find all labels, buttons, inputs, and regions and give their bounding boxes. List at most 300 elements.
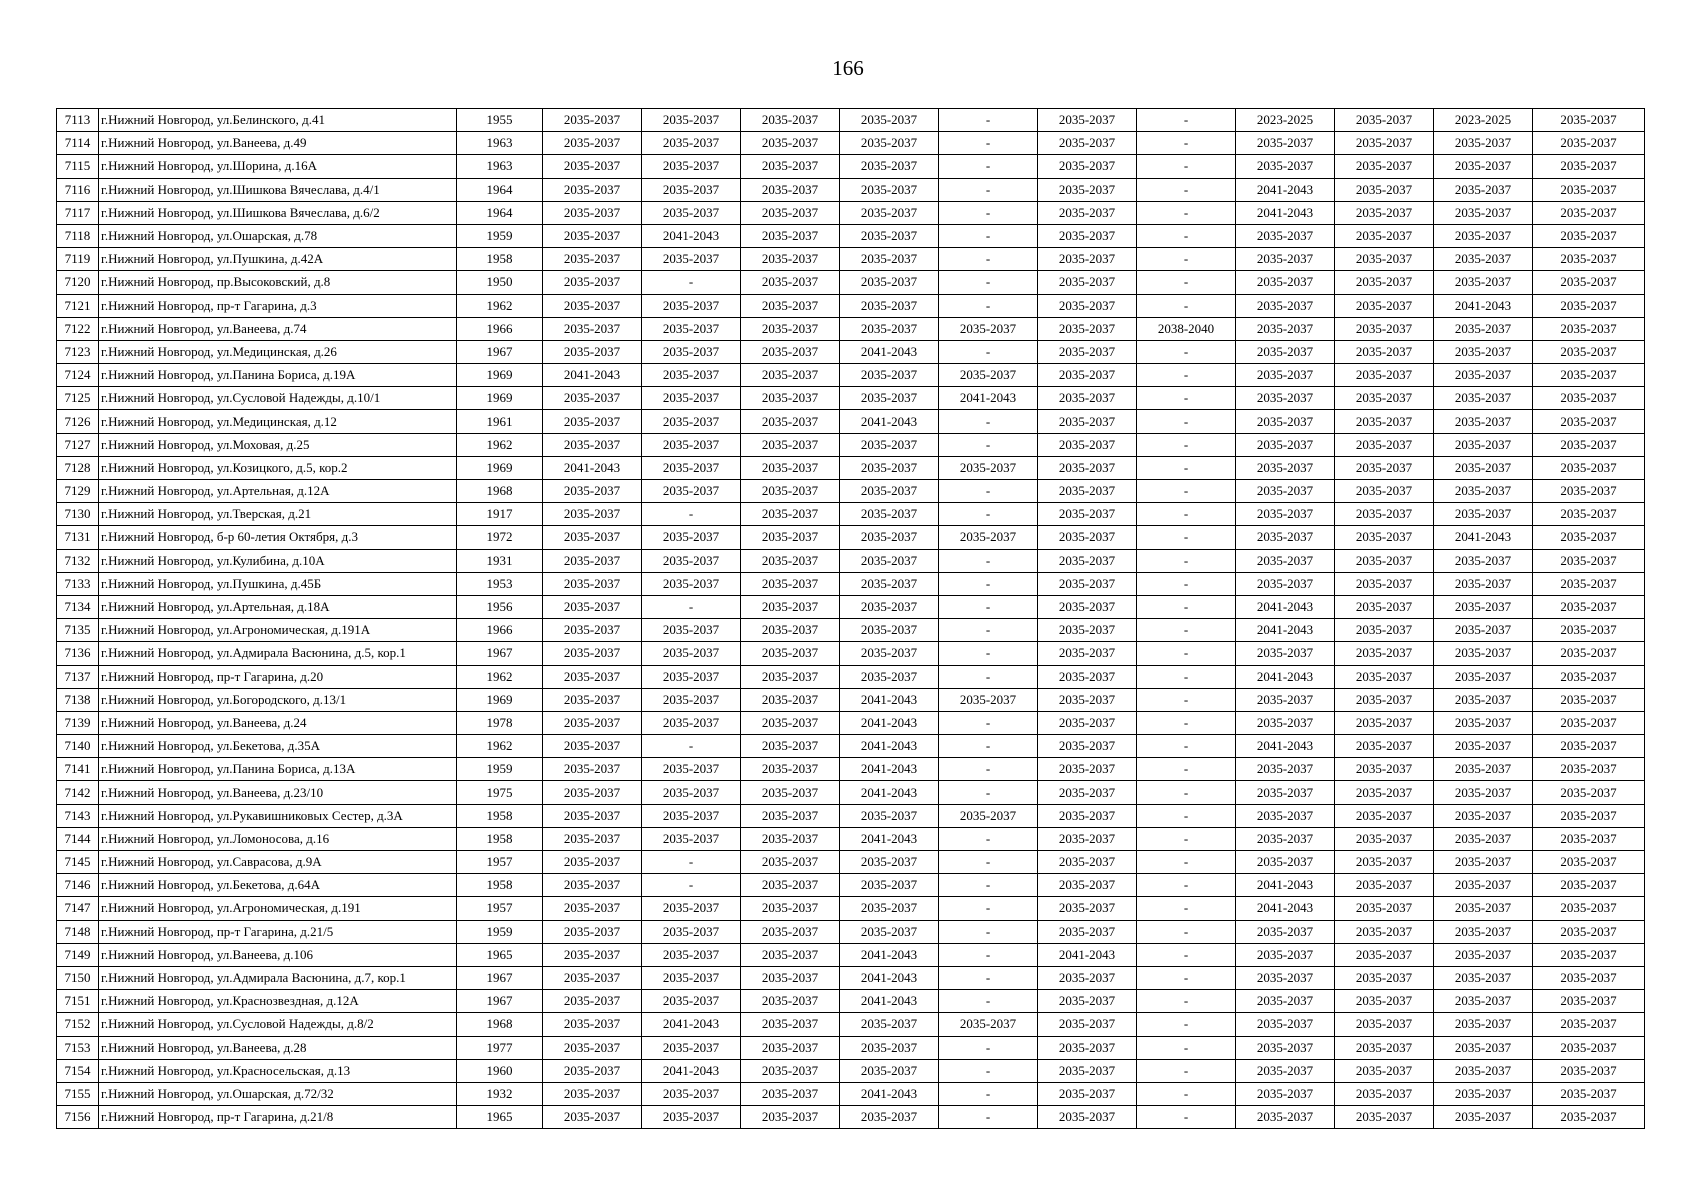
period-cell: 2035-2037 <box>543 642 642 665</box>
period-cell: 2035-2037 <box>1434 178 1533 201</box>
period-cell: 2035-2037 <box>741 178 840 201</box>
period-cell: 2035-2037 <box>1335 711 1434 734</box>
address-cell: г.Нижний Новгород, ул.Ванеева, д.49 <box>99 132 457 155</box>
period-cell: 2035-2037 <box>840 387 939 410</box>
period-cell: - <box>1137 897 1236 920</box>
row-number-cell: 7144 <box>57 827 99 850</box>
period-cell: 2035-2037 <box>1038 387 1137 410</box>
period-cell: 2035-2037 <box>642 642 741 665</box>
period-cell: 2035-2037 <box>642 1036 741 1059</box>
year-cell: 1958 <box>457 874 543 897</box>
period-cell: 2035-2037 <box>543 294 642 317</box>
period-cell: 2035-2037 <box>1533 711 1645 734</box>
period-cell: 2035-2037 <box>642 711 741 734</box>
period-cell: 2035-2037 <box>1236 1082 1335 1105</box>
row-number-cell: 7152 <box>57 1013 99 1036</box>
period-cell: 2035-2037 <box>939 526 1038 549</box>
year-cell: 1960 <box>457 1059 543 1082</box>
period-cell: - <box>939 248 1038 271</box>
period-cell: - <box>939 943 1038 966</box>
period-cell: - <box>1137 224 1236 247</box>
period-cell: - <box>939 1059 1038 1082</box>
address-cell: г.Нижний Новгород, ул.Сусловой Надежды, д.8/2 <box>99 1013 457 1036</box>
period-cell: 2035-2037 <box>1335 433 1434 456</box>
period-cell: 2035-2037 <box>741 387 840 410</box>
period-cell: 2035-2037 <box>642 109 741 132</box>
year-cell: 1969 <box>457 364 543 387</box>
period-cell: 2035-2037 <box>1236 642 1335 665</box>
period-cell: 2035-2037 <box>1236 132 1335 155</box>
period-cell: 2035-2037 <box>543 155 642 178</box>
period-cell: 2035-2037 <box>1038 851 1137 874</box>
period-cell: - <box>1137 735 1236 758</box>
period-cell: 2035-2037 <box>1236 711 1335 734</box>
period-cell: 2035-2037 <box>1533 364 1645 387</box>
row-number-cell: 7131 <box>57 526 99 549</box>
period-cell: 2041-2043 <box>1038 943 1137 966</box>
period-cell: 2035-2037 <box>840 1036 939 1059</box>
schedule-table-container <box>56 108 1645 1129</box>
period-cell: - <box>939 109 1038 132</box>
period-cell: - <box>939 1082 1038 1105</box>
period-cell: 2023-2025 <box>1236 109 1335 132</box>
period-cell: - <box>1137 1082 1236 1105</box>
table-row <box>57 966 1645 989</box>
period-cell: - <box>939 619 1038 642</box>
period-cell: 2035-2037 <box>741 920 840 943</box>
row-number-cell: 7145 <box>57 851 99 874</box>
period-cell: 2035-2037 <box>1434 642 1533 665</box>
period-cell: 2035-2037 <box>543 271 642 294</box>
period-cell: 2035-2037 <box>1038 433 1137 456</box>
period-cell: 2035-2037 <box>1335 340 1434 363</box>
period-cell: - <box>939 711 1038 734</box>
period-cell: 2035-2037 <box>1533 549 1645 572</box>
address-cell: г.Нижний Новгород, ул.Ванеева, д.106 <box>99 943 457 966</box>
period-cell: 2035-2037 <box>741 271 840 294</box>
address-cell: г.Нижний Новгород, ул.Бекетова, д.35А <box>99 735 457 758</box>
period-cell: 2035-2037 <box>741 132 840 155</box>
period-cell: 2035-2037 <box>741 155 840 178</box>
address-cell: г.Нижний Новгород, пр-т Гагарина, д.21/8 <box>99 1106 457 1129</box>
period-cell: 2035-2037 <box>741 897 840 920</box>
period-cell: - <box>939 920 1038 943</box>
period-cell: 2035-2037 <box>642 943 741 966</box>
period-cell: 2035-2037 <box>1335 966 1434 989</box>
period-cell: - <box>1137 1036 1236 1059</box>
period-cell: 2035-2037 <box>543 549 642 572</box>
period-cell: 2035-2037 <box>1533 340 1645 363</box>
period-cell: - <box>939 990 1038 1013</box>
period-cell: - <box>642 595 741 618</box>
row-number-cell: 7118 <box>57 224 99 247</box>
period-cell: 2035-2037 <box>1434 317 1533 340</box>
period-cell: 2035-2037 <box>543 503 642 526</box>
row-number-cell: 7125 <box>57 387 99 410</box>
address-cell: г.Нижний Новгород, ул.Сусловой Надежды, д.10/1 <box>99 387 457 410</box>
period-cell: 2035-2037 <box>1335 503 1434 526</box>
table-row <box>57 340 1645 363</box>
row-number-cell: 7155 <box>57 1082 99 1105</box>
period-cell: 2035-2037 <box>543 920 642 943</box>
address-cell: г.Нижний Новгород, ул.Бекетова, д.64А <box>99 874 457 897</box>
address-cell: г.Нижний Новгород, ул.Тверская, д.21 <box>99 503 457 526</box>
period-cell: 2035-2037 <box>543 1106 642 1129</box>
period-cell: - <box>939 642 1038 665</box>
year-cell: 1962 <box>457 735 543 758</box>
period-cell: 2035-2037 <box>543 827 642 850</box>
year-cell: 1969 <box>457 387 543 410</box>
period-cell: 2035-2037 <box>1236 758 1335 781</box>
period-cell: 2035-2037 <box>840 665 939 688</box>
period-cell: 2041-2043 <box>840 966 939 989</box>
row-number-cell: 7117 <box>57 201 99 224</box>
period-cell: 2035-2037 <box>1236 480 1335 503</box>
table-row <box>57 410 1645 433</box>
period-cell: 2035-2037 <box>543 132 642 155</box>
period-cell: 2035-2037 <box>741 874 840 897</box>
period-cell: 2035-2037 <box>840 155 939 178</box>
period-cell: 2035-2037 <box>741 480 840 503</box>
period-cell: 2041-2043 <box>1434 294 1533 317</box>
address-cell: г.Нижний Новгород, ул.Панина Бориса, д.19А <box>99 364 457 387</box>
period-cell: - <box>1137 920 1236 943</box>
period-cell: 2035-2037 <box>1335 364 1434 387</box>
period-cell: 2035-2037 <box>741 804 840 827</box>
period-cell: 2035-2037 <box>642 294 741 317</box>
period-cell: 2035-2037 <box>1335 1059 1434 1082</box>
period-cell: 2035-2037 <box>1038 781 1137 804</box>
period-cell: - <box>939 503 1038 526</box>
period-cell: 2035-2037 <box>1038 1013 1137 1036</box>
period-cell: 2035-2037 <box>543 480 642 503</box>
period-cell: 2035-2037 <box>1434 827 1533 850</box>
period-cell: 2035-2037 <box>1434 572 1533 595</box>
table-row <box>57 735 1645 758</box>
period-cell: 2035-2037 <box>1236 1059 1335 1082</box>
address-cell: г.Нижний Новгород, ул.Агрономическая, д.191А <box>99 619 457 642</box>
period-cell: 2041-2043 <box>1236 619 1335 642</box>
period-cell: 2035-2037 <box>840 248 939 271</box>
period-cell: - <box>1137 109 1236 132</box>
period-cell: 2035-2037 <box>1434 735 1533 758</box>
period-cell: 2035-2037 <box>840 572 939 595</box>
period-cell: 2035-2037 <box>1434 248 1533 271</box>
year-cell: 1962 <box>457 665 543 688</box>
row-number-cell: 7113 <box>57 109 99 132</box>
period-cell: 2035-2037 <box>543 804 642 827</box>
period-cell: 2041-2043 <box>642 1013 741 1036</box>
period-cell: - <box>1137 549 1236 572</box>
period-cell: - <box>1137 572 1236 595</box>
address-cell: г.Нижний Новгород, пр.Высоковский, д.8 <box>99 271 457 294</box>
period-cell: 2035-2037 <box>1236 503 1335 526</box>
period-cell: 2035-2037 <box>1335 526 1434 549</box>
period-cell: - <box>1137 1059 1236 1082</box>
period-cell: 2035-2037 <box>1533 572 1645 595</box>
period-cell: 2035-2037 <box>840 874 939 897</box>
period-cell: 2041-2043 <box>1236 665 1335 688</box>
period-cell: - <box>939 966 1038 989</box>
period-cell: 2035-2037 <box>1434 711 1533 734</box>
period-cell: - <box>1137 711 1236 734</box>
year-cell: 1962 <box>457 433 543 456</box>
period-cell: 2035-2037 <box>543 526 642 549</box>
period-cell: 2035-2037 <box>543 201 642 224</box>
period-cell: 2035-2037 <box>642 201 741 224</box>
period-cell: 2035-2037 <box>1434 155 1533 178</box>
period-cell: 2035-2037 <box>543 178 642 201</box>
period-cell: 2041-2043 <box>642 224 741 247</box>
period-cell: 2035-2037 <box>840 595 939 618</box>
row-number-cell: 7120 <box>57 271 99 294</box>
period-cell: 2035-2037 <box>741 827 840 850</box>
period-cell: 2035-2037 <box>642 410 741 433</box>
row-number-cell: 7139 <box>57 711 99 734</box>
period-cell: 2035-2037 <box>1038 642 1137 665</box>
period-cell: 2035-2037 <box>840 549 939 572</box>
year-cell: 1969 <box>457 688 543 711</box>
address-cell: г.Нижний Новгород, ул.Краснозвездная, д.12А <box>99 990 457 1013</box>
address-cell: г.Нижний Новгород, ул.Ванеева, д.28 <box>99 1036 457 1059</box>
year-cell: 1961 <box>457 410 543 433</box>
table-row <box>57 827 1645 850</box>
row-number-cell: 7132 <box>57 549 99 572</box>
period-cell: 2035-2037 <box>1434 1082 1533 1105</box>
period-cell: - <box>1137 201 1236 224</box>
period-cell: 2035-2037 <box>741 711 840 734</box>
period-cell: 2035-2037 <box>1236 317 1335 340</box>
period-cell: 2035-2037 <box>1038 503 1137 526</box>
address-cell: г.Нижний Новгород, ул.Шишкова Вячеслава, д.6/2 <box>99 201 457 224</box>
period-cell: 2035-2037 <box>741 642 840 665</box>
period-cell: 2035-2037 <box>741 201 840 224</box>
period-cell: 2035-2037 <box>642 132 741 155</box>
address-cell: г.Нижний Новгород, ул.Ошарская, д.72/32 <box>99 1082 457 1105</box>
period-cell: 2035-2037 <box>1434 549 1533 572</box>
period-cell: 2035-2037 <box>741 248 840 271</box>
period-cell: 2035-2037 <box>1533 619 1645 642</box>
period-cell: 2035-2037 <box>1236 804 1335 827</box>
period-cell: 2035-2037 <box>1236 271 1335 294</box>
table-row <box>57 1106 1645 1129</box>
period-cell: 2035-2037 <box>1236 990 1335 1013</box>
period-cell: - <box>939 758 1038 781</box>
period-cell: 2035-2037 <box>1038 526 1137 549</box>
period-cell: 2035-2037 <box>741 619 840 642</box>
period-cell: - <box>1137 340 1236 363</box>
period-cell: 2035-2037 <box>1236 549 1335 572</box>
address-cell: г.Нижний Новгород, ул.Кулибина, д.10А <box>99 549 457 572</box>
period-cell: 2035-2037 <box>1335 642 1434 665</box>
year-cell: 1962 <box>457 294 543 317</box>
period-cell: 2035-2037 <box>1236 340 1335 363</box>
period-cell: 2035-2037 <box>1236 387 1335 410</box>
table-row <box>57 943 1645 966</box>
period-cell: 2035-2037 <box>543 619 642 642</box>
period-cell: 2035-2037 <box>1533 781 1645 804</box>
period-cell: 2035-2037 <box>1434 1036 1533 1059</box>
period-cell: 2035-2037 <box>840 109 939 132</box>
period-cell: 2035-2037 <box>543 224 642 247</box>
row-number-cell: 7156 <box>57 1106 99 1129</box>
period-cell: 2035-2037 <box>741 109 840 132</box>
row-number-cell: 7128 <box>57 456 99 479</box>
period-cell: 2035-2037 <box>543 735 642 758</box>
year-cell: 1978 <box>457 711 543 734</box>
period-cell: 2035-2037 <box>1236 943 1335 966</box>
year-cell: 1966 <box>457 619 543 642</box>
period-cell: 2035-2037 <box>1335 804 1434 827</box>
table-row <box>57 990 1645 1013</box>
year-cell: 1963 <box>457 132 543 155</box>
period-cell: 2035-2037 <box>642 155 741 178</box>
period-cell: - <box>1137 387 1236 410</box>
row-number-cell: 7115 <box>57 155 99 178</box>
period-cell: - <box>1137 874 1236 897</box>
period-cell: - <box>1137 990 1236 1013</box>
period-cell: 2041-2043 <box>840 688 939 711</box>
year-cell: 1965 <box>457 1106 543 1129</box>
period-cell: 2035-2037 <box>1533 410 1645 433</box>
table-row <box>57 317 1645 340</box>
row-number-cell: 7127 <box>57 433 99 456</box>
period-cell: 2035-2037 <box>1335 549 1434 572</box>
period-cell: 2035-2037 <box>1236 433 1335 456</box>
period-cell: - <box>1137 966 1236 989</box>
period-cell: 2035-2037 <box>741 735 840 758</box>
row-number-cell: 7149 <box>57 943 99 966</box>
period-cell: 2035-2037 <box>1434 874 1533 897</box>
period-cell: 2035-2037 <box>840 642 939 665</box>
table-row <box>57 688 1645 711</box>
period-cell: - <box>939 897 1038 920</box>
period-cell: 2035-2037 <box>642 1082 741 1105</box>
period-cell: - <box>1137 456 1236 479</box>
period-cell: 2035-2037 <box>840 224 939 247</box>
address-cell: г.Нижний Новгород, ул.Козицкого, д.5, кор.2 <box>99 456 457 479</box>
table-row <box>57 364 1645 387</box>
period-cell: 2035-2037 <box>642 897 741 920</box>
period-cell: 2035-2037 <box>1335 410 1434 433</box>
period-cell: 2035-2037 <box>543 990 642 1013</box>
period-cell: - <box>1137 1013 1236 1036</box>
table-row <box>57 294 1645 317</box>
period-cell: 2035-2037 <box>1038 1059 1137 1082</box>
year-cell: 1950 <box>457 271 543 294</box>
period-cell: 2041-2043 <box>1236 595 1335 618</box>
period-cell: 2035-2037 <box>543 1036 642 1059</box>
period-cell: 2035-2037 <box>1434 224 1533 247</box>
period-cell: 2035-2037 <box>1335 201 1434 224</box>
period-cell: 2035-2037 <box>840 364 939 387</box>
year-cell: 1957 <box>457 897 543 920</box>
period-cell: 2041-2043 <box>840 781 939 804</box>
period-cell: 2035-2037 <box>1335 874 1434 897</box>
period-cell: 2035-2037 <box>741 340 840 363</box>
period-cell: 2035-2037 <box>543 109 642 132</box>
year-cell: 1932 <box>457 1082 543 1105</box>
year-cell: 1959 <box>457 224 543 247</box>
year-cell: 1969 <box>457 456 543 479</box>
period-cell: 2035-2037 <box>1038 619 1137 642</box>
period-cell: 2035-2037 <box>1434 688 1533 711</box>
period-cell: 2035-2037 <box>741 1036 840 1059</box>
period-cell: 2035-2037 <box>1236 364 1335 387</box>
row-number-cell: 7116 <box>57 178 99 201</box>
period-cell: - <box>1137 364 1236 387</box>
period-cell: 2035-2037 <box>1038 109 1137 132</box>
year-cell: 1964 <box>457 178 543 201</box>
period-cell: 2035-2037 <box>1434 781 1533 804</box>
period-cell: 2035-2037 <box>1236 688 1335 711</box>
period-cell: 2035-2037 <box>741 688 840 711</box>
period-cell: 2035-2037 <box>543 572 642 595</box>
year-cell: 1955 <box>457 109 543 132</box>
period-cell: 2035-2037 <box>1236 155 1335 178</box>
period-cell: 2035-2037 <box>741 294 840 317</box>
period-cell: 2035-2037 <box>642 317 741 340</box>
period-cell: 2035-2037 <box>1038 480 1137 503</box>
period-cell: 2035-2037 <box>939 1013 1038 1036</box>
table-row <box>57 387 1645 410</box>
period-cell: 2035-2037 <box>1038 224 1137 247</box>
period-cell: 2035-2037 <box>1335 248 1434 271</box>
table-row <box>57 480 1645 503</box>
period-cell: - <box>1137 688 1236 711</box>
period-cell: 2035-2037 <box>543 943 642 966</box>
table-row <box>57 178 1645 201</box>
period-cell: - <box>939 178 1038 201</box>
address-cell: г.Нижний Новгород, ул.Белинского, д.41 <box>99 109 457 132</box>
period-cell: 2035-2037 <box>642 526 741 549</box>
table-row <box>57 1082 1645 1105</box>
year-cell: 1959 <box>457 758 543 781</box>
period-cell: 2035-2037 <box>1434 665 1533 688</box>
period-cell: 2035-2037 <box>1434 387 1533 410</box>
period-cell: - <box>1137 271 1236 294</box>
year-cell: 1963 <box>457 155 543 178</box>
period-cell: 2035-2037 <box>1335 1013 1434 1036</box>
period-cell: 2035-2037 <box>741 224 840 247</box>
period-cell: 2035-2037 <box>1335 271 1434 294</box>
period-cell: 2035-2037 <box>741 1106 840 1129</box>
table-row <box>57 642 1645 665</box>
period-cell: 2035-2037 <box>1434 1013 1533 1036</box>
address-cell: г.Нижний Новгород, ул.Шорина, д.16А <box>99 155 457 178</box>
address-cell: г.Нижний Новгород, ул.Ванеева, д.23/10 <box>99 781 457 804</box>
table-row <box>57 224 1645 247</box>
period-cell: 2038-2040 <box>1137 317 1236 340</box>
year-cell: 1968 <box>457 480 543 503</box>
period-cell: 2035-2037 <box>1335 735 1434 758</box>
period-cell: - <box>939 572 1038 595</box>
period-cell: 2035-2037 <box>741 549 840 572</box>
row-number-cell: 7142 <box>57 781 99 804</box>
period-cell: 2035-2037 <box>1533 642 1645 665</box>
period-cell: 2035-2037 <box>642 248 741 271</box>
period-cell: 2035-2037 <box>1335 851 1434 874</box>
period-cell: - <box>1137 827 1236 850</box>
period-cell: 2035-2037 <box>543 874 642 897</box>
period-cell: 2035-2037 <box>1236 294 1335 317</box>
period-cell: 2035-2037 <box>1434 201 1533 224</box>
period-cell: 2041-2043 <box>1236 897 1335 920</box>
period-cell: 2035-2037 <box>642 456 741 479</box>
period-cell: 2041-2043 <box>840 711 939 734</box>
table-row <box>57 155 1645 178</box>
period-cell: 2035-2037 <box>1533 224 1645 247</box>
